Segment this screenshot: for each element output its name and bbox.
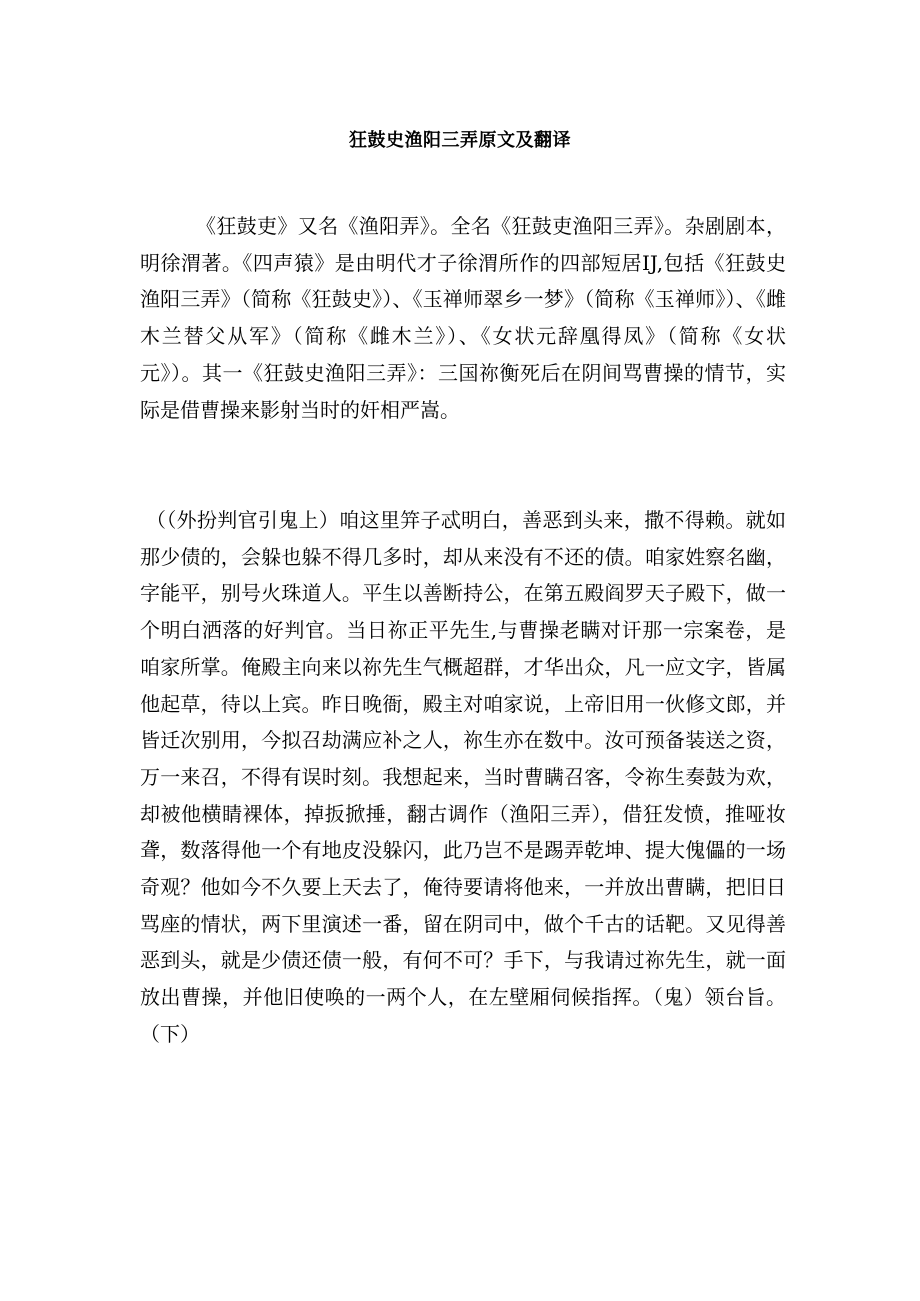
intro-paragraph: 《狂鼓吏》又名《渔阳弄》。全名《狂鼓吏渔阳三弄》。杂剧剧本，明徐渭著。《四声猿》是由明代才子徐渭所作的四部短居IJ,包括《狂鼓史渔阳三弄》（简称《狂鼓史》）、《玉禅师翠乡一梦》（简称《玉禅师》）、《雌木兰替父从军》（简称《雌木兰》）、《女状元辞凰得凤》（简称《女状元》）。其一《狂鼓史渔阳三弄》：三国祢衡死后在阴间骂曹操的情节，实际是借曹操来影射当时的奸相严嵩。 [140, 214, 786, 422]
script-paragraph: （（外扮判官引鬼上）咱这里笄子忒明白，善恶到头来，撒不得赖。就如那少债的，会躲也躲不得几多时，却从来没有不还的债。咱家姓察名幽，字能平，别号火珠道人。平生以善断持公，在第五殿阎罗天子殿下，做一个明白洒落的好判官。当日祢正平先生,与曹操老瞒对讦那一宗案卷，是咱家所掌。俺殿主向来以祢先生气概超群，才华出众，凡一应文字，皆属他起草，待以上宾。昨日晚衙，殿主对咱家说，上帝旧用一伙修文郎，并皆迁次别用，今拟召劫满应补之人，祢生亦在数中。汝可预备装送之资，万一来召，不得有误时刻。我想起来，当时曹瞒召客，令祢生奏鼓为欢，却被他横睛裸体，掉扳掀捶，翻古调作（渔阳三弄），借狂发愤，推哑妆聋，数落得他一个有地皮没躲闪，此乃岂不是踢弄乾坤、提大傀儡的一场奇观？他如今不久要上天去了，俺待要请将他来，一并放出曹瞒，把旧日骂座的情状，两下里演述一番，留在阴司中，做个千古的话靶。又见得善恶到头，就是少债还债一般，有何不可？手下，与我请过祢先生，就一面放出曹操，并他旧使唤的一两个人，在左壁厢伺候指挥。（鬼）领台旨。（下） [140, 508, 786, 1046]
page-title: 狂鼓史渔阳三弄原文及翻译 [349, 130, 571, 151]
